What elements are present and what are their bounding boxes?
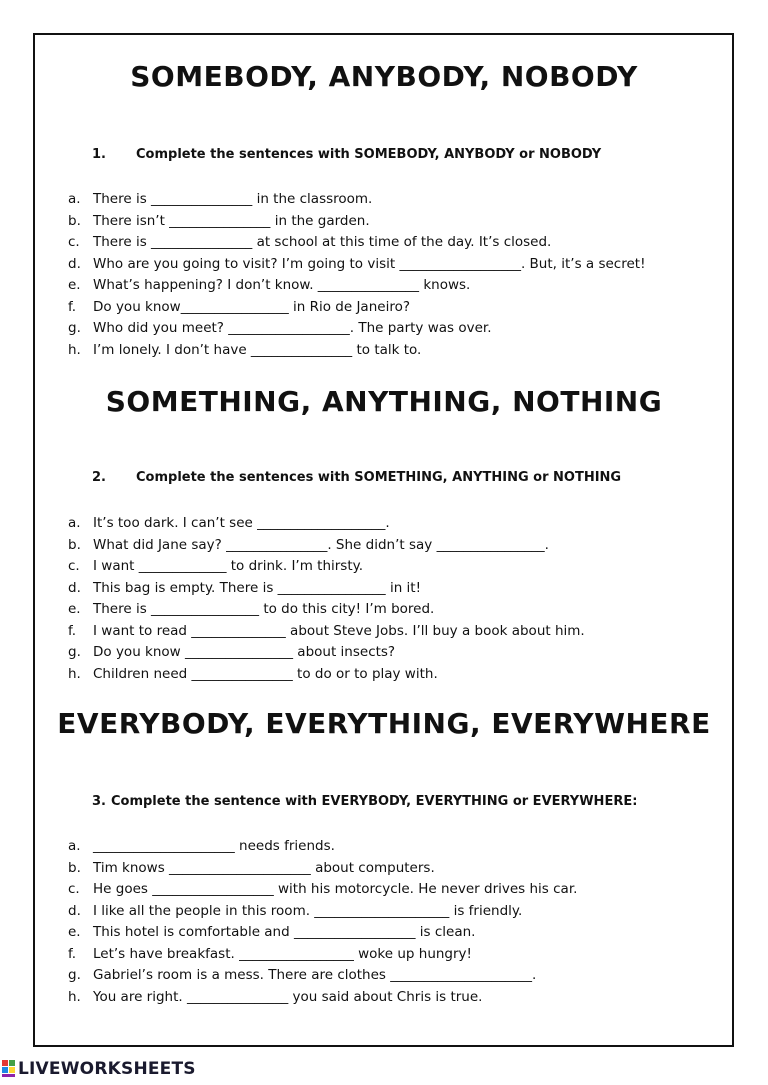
item-letter: h. [68,988,81,1005]
item-text: There is _______________ at school at this time of the day. It’s closed. [93,234,552,250]
exercise-item [68,211,645,233]
item-letter: c. [68,881,80,897]
exercise-item [68,642,585,664]
instruction-number: 2. [92,470,106,485]
exercise-item [68,922,577,944]
item-text: I like all the people in this room. ____________________ is friendly. [93,902,523,919]
item-letter: f. [68,945,77,962]
instruction-text: Complete the sentence with EVERYBODY, EVERYTHING or EVERYWHERE: [110,794,638,809]
item-text: It’s too dark. I can’t see ___________________. [93,515,390,531]
item-text: Let’s have breakfast. _________________ woke up hungry! [93,945,472,962]
exercise-item [68,340,645,362]
item-letter: e. [68,601,81,617]
exercise-item [68,965,577,987]
instruction-number: 1. [92,147,106,162]
exercise-item [68,513,585,535]
exercise-item [68,599,585,621]
exercise-item [68,578,585,600]
item-text: Who are you going to visit? I’m going to visit __________________. But, it’s a secret! [93,255,646,272]
exercise-item [68,836,577,858]
section-2-instruction [92,470,621,485]
item-letter: f. [68,622,77,639]
item-letter: d. [68,255,81,272]
liveworksheets-logo-icon [2,1060,16,1078]
instruction-text: Complete the sentences with SOMETHING, ANYTHING or NOTHING [136,470,622,485]
exercise-item [68,535,585,557]
section-1-exercise-list [68,189,645,361]
section-1-title: SOMEBODY, ANYBODY, NOBODY [130,60,638,93]
item-text: Tim knows _____________________ about computers. [93,859,435,876]
item-letter: g. [68,967,81,983]
exercise-item [68,297,645,319]
item-letter: d. [68,902,81,919]
item-text: Gabriel’s room is a mess. There are clothes _____________________. [93,967,537,983]
exercise-item [68,232,645,254]
item-letter: b. [68,212,81,229]
item-letter: d. [68,579,81,596]
item-letter: c. [68,558,80,574]
item-text: Do you know ________________ about insects? [93,644,396,660]
exercise-item [68,987,577,1009]
item-text: What’s happening? I don’t know. _______________ knows. [93,277,471,293]
item-letter: e. [68,924,81,940]
exercise-item [68,189,645,211]
item-text: I want to read ______________ about Steve Jobs. I’ll buy a book about him. [93,622,585,639]
item-letter: f. [68,298,77,315]
item-text: Children need _______________ to do or to play with. [93,665,438,682]
instruction-text: Complete the sentences with SOMEBODY, ANYBODY or NOBODY [136,147,602,162]
exercise-item [68,556,585,578]
item-text: Who did you meet? __________________. The party was over. [93,320,492,336]
item-letter: a. [68,515,81,531]
section-3-title: EVERYBODY, EVERYTHING, EVERYWHERE [57,707,711,740]
exercise-item [68,901,577,923]
brand-name: LIVEWORKSHEETS [18,1059,196,1079]
section-2-title: SOMETHING, ANYTHING, NOTHING [105,385,663,418]
exercise-item [68,254,645,276]
item-text: This bag is empty. There is ________________ in it! [93,579,422,596]
item-text: There is _______________ in the classroom. [93,191,373,207]
item-letter: e. [68,277,81,293]
exercise-item [68,621,585,643]
item-text: What did Jane say? _______________. She didn’t say ________________. [93,536,549,553]
item-letter: h. [68,665,81,682]
section-3-instruction [92,794,637,809]
item-letter: h. [68,341,81,358]
item-letter: a. [68,838,81,854]
liveworksheets-brand[interactable] [2,1058,196,1080]
item-text: I’m lonely. I don’t have _______________ to talk to. [93,341,422,358]
item-letter: c. [68,234,80,250]
item-text: _____________________ needs friends. [93,838,335,854]
section-2-exercise-list [68,513,585,685]
exercise-item [68,879,577,901]
item-text: There isn’t _______________ in the garden. [93,212,370,229]
item-letter: a. [68,191,81,207]
item-letter: b. [68,536,81,553]
item-letter: b. [68,859,81,876]
item-text: This hotel is comfortable and __________________ is clean. [93,924,476,940]
item-text: I want _____________ to drink. I’m thirsty. [93,558,363,574]
exercise-item [68,275,645,297]
item-letter: g. [68,320,81,336]
instruction-number: 3. [92,794,106,809]
item-text: He goes __________________ with his motorcycle. He never drives his car. [93,881,578,897]
item-text: You are right. _______________ you said about Chris is true. [93,988,483,1005]
section-1-instruction [92,147,601,162]
item-letter: g. [68,644,81,660]
item-text: Do you know________________ in Rio de Janeiro? [93,298,410,315]
exercise-item [68,858,577,880]
exercise-item [68,664,585,686]
exercise-item [68,944,577,966]
section-3-exercise-list [68,836,577,1008]
exercise-item [68,318,645,340]
item-text: There is ________________ to do this city! I’m bored. [93,601,435,617]
